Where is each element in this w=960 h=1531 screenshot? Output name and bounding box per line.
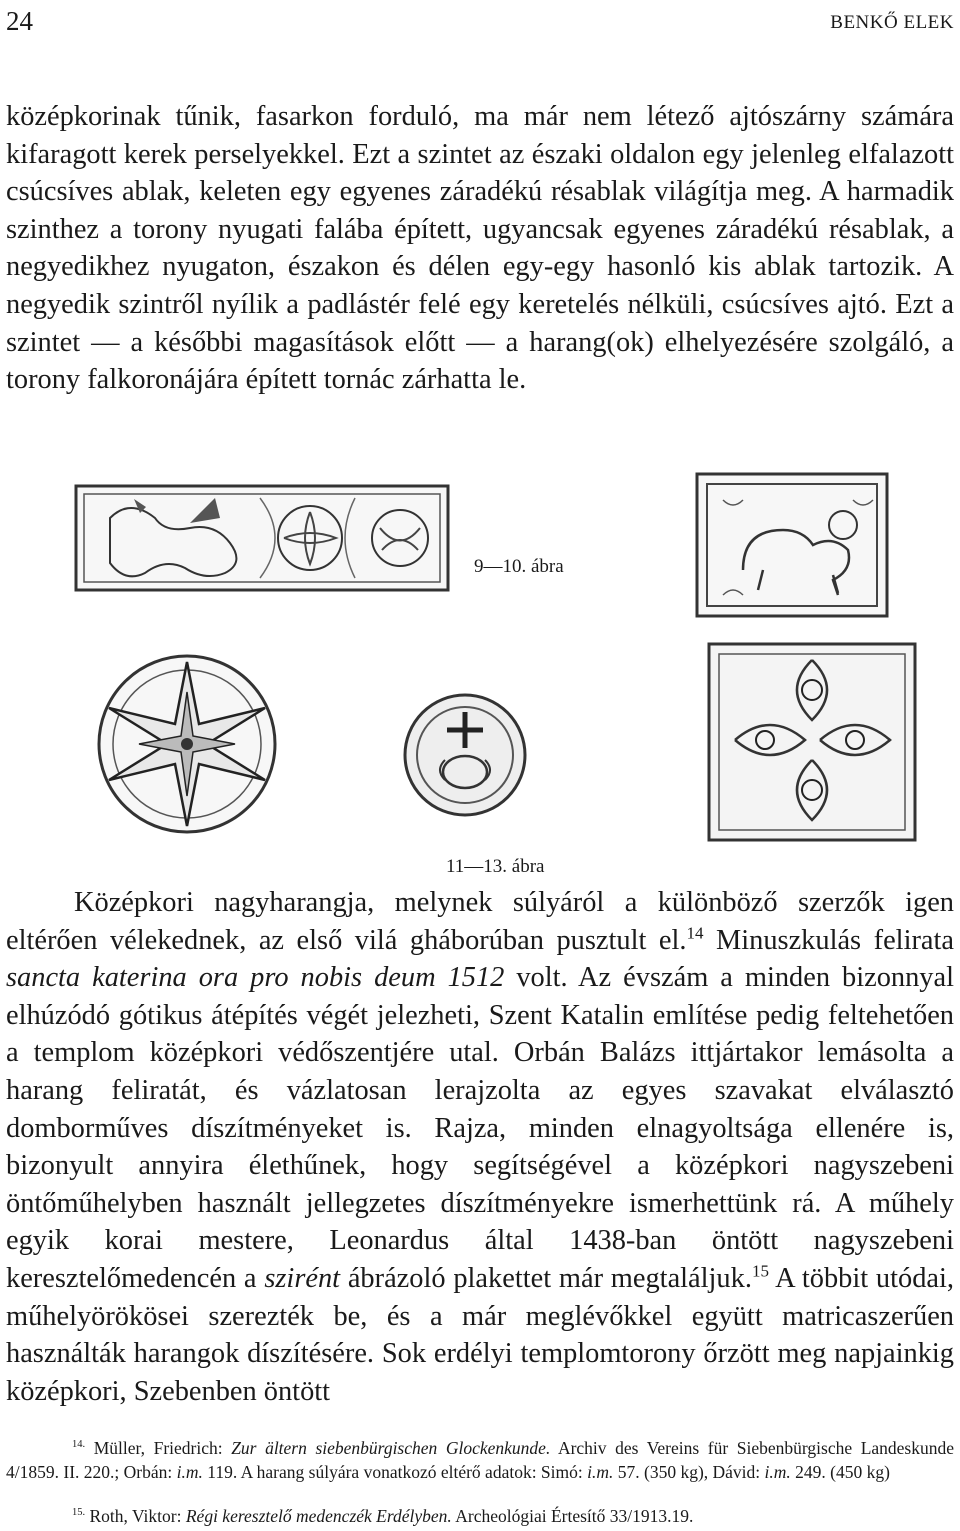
page-header [6,6,954,40]
figure-figural-plaque [705,640,920,845]
footnote-15-mark: 15. [72,1507,86,1519]
running-head: BENKŐ ELEK [830,12,954,33]
footnote-14-mark: 14. [72,1439,86,1451]
p2-text-1: Középkori nagyharangja, melynek súlyáról a különböző szerzők igen eltérően vélekednek, az első vilá gháborúban pusztult el. [6,887,954,956]
footnote-ref-15[interactable]: 15 [751,1261,769,1281]
figure-cross-medallion [400,690,530,820]
p2-text-3: volt. Az évszám a minden bizonnyal elhúzódó gótikus átépítés végét jelezheti, Szent Katalin említése pedig feltehetően a templom középkori védőszentjére utal. Orbán Balázs ittjártakor lemásolta a harang feliratát, és vázlatosan lerajzolta az egyes szavakat elválasztó domborműves díszítményeket is. Rajza, minden elnagyoltsága ellenére is, bizonyult annyira élethűnek, hogy segítségével a középkori nagyszebeni öntőműhelyben használt jellegzetes díszítményekre ismerhettünk rá. A műhely egyik korai mestere, Leonardus által 1438-ban öntött nagyszebeni keresztelőmedencén a [6,962,954,1294]
p2-text-5: A többit utódai, műhelyörökösei szerezték be, és a már meglévőkkel együtt matricaszerűen használták harangok díszítésére. Sok erdélyi templomtorony őrzött meg napjainkig középkori, Szebenben öntött [6,1262,954,1407]
footnote-14-title: Zur ältern siebenbürgischen Glockenkunde. [231,1438,551,1458]
page-number: 24 [6,6,33,36]
footnote-14-im: i.m. [764,1462,791,1482]
footnote-15-text: Archeológiai Értesítő 33/1913.19. [451,1506,694,1526]
footnote-14 [6,1436,954,1484]
figure-caption-9-10: 9—10. ábra [474,556,564,577]
footnote-14-text: 57. (350 kg), Dávid: [613,1462,765,1482]
p2-text-4: ábrázoló plakettet már megtaláljuk. [340,1262,752,1294]
footnote-15-title: Régi keresztelő medenczék Erdélyben. [185,1506,452,1526]
body-paragraph-1: középkorinak tűnik, fasarkon forduló, ma már nem létező ajtószárny számára kifaragott kerek perselyekkel. Ezt a szintet az északi oldalon egy jelenleg elfalazott csúcsíves ablak, keleten egy egyenes záradékú résablak világítja meg. A harmadik szinthez a torony nyugati falába épített, ugyancsak egyenes záradékú résablak, a negyedikhez nyugaton, északon és délen egy-egy hasonló kis ablak tartozik. A negyedik szintről nyílik a padlástér felé egy keretelés nélküli, csúcsíves ajtó. Ezt a szintet — a későbbi magasítások előtt — a harang(ok) elhelyezésére szolgáló, a torony falkoronájára épített tornác zárhatta le. [6,101,954,396]
footnote-14-text: 119. A harang súlyára vonatkozó eltérő adatok: Simó: [202,1462,588,1482]
figure-lion-plaque [693,470,893,620]
bell-inscription: sancta katerina ora pro nobis deum 1512 [6,962,505,994]
figure-star-medallion [95,652,279,836]
siren-word: szirént [264,1262,341,1294]
figure-caption-11-13: 11—13. ábra [446,856,545,877]
footnote-14-text: Müller, Friedrich: [85,1438,232,1458]
figure-dragon-relief [70,478,454,598]
p2-text-2: Minuszkulás felirata [703,924,955,956]
footnote-15 [6,1504,954,1528]
footnote-14-text: Archiv des Vereins für Siebenbürgische Landeskunde 4/1859. II. 220.; Orbán: [6,1438,954,1482]
footnote-14-im: i.m. [587,1462,614,1482]
footnote-14-im: i.m. [176,1462,203,1482]
footnote-ref-14[interactable]: 14 [686,923,704,943]
footnote-14-text: 249. (450 kg) [790,1462,890,1482]
body-paragraph-2 [6,884,954,1410]
footnote-15-text: Roth, Viktor: [85,1506,186,1526]
